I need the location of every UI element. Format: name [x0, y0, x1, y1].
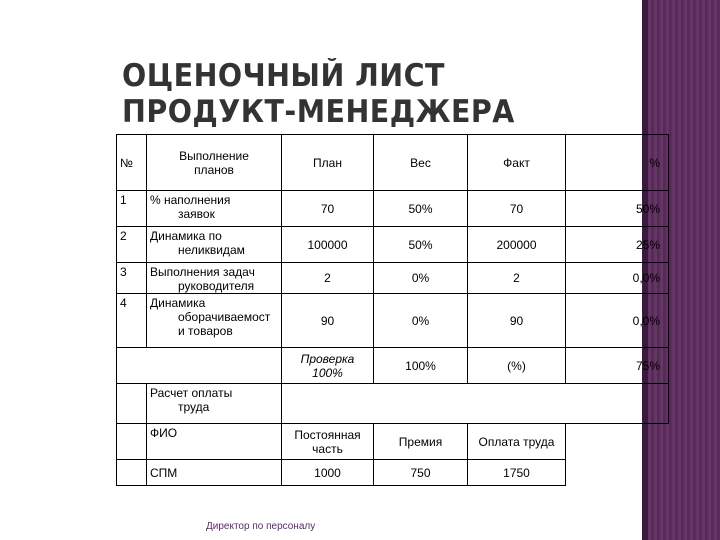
row-weight: 50% [374, 191, 468, 227]
table-row [117, 294, 669, 348]
row-weight: 50% [374, 227, 468, 263]
header-task-text: Выполнение планов [179, 148, 249, 177]
row-task-line: Динамика по [150, 229, 222, 243]
row-plan: 100000 [282, 227, 374, 263]
row-fact: 70 [468, 191, 566, 227]
pay-row-empty-num [117, 460, 147, 486]
pay-empty-num [117, 424, 147, 460]
row-fact: 2 [468, 263, 566, 294]
row-percent: 0,0% [566, 263, 669, 294]
pay-row [117, 460, 669, 486]
row-num: 2 [117, 227, 147, 263]
row-fact: 90 [468, 294, 566, 348]
pay-header-fixed-line: часть [312, 441, 343, 456]
row-weight: 0% [374, 294, 468, 348]
footer-signature-caption: Директор по персоналу [206, 521, 316, 532]
pay-header-total: Оплата труда [468, 424, 566, 460]
row-task [147, 191, 282, 227]
row-fact: 200000 [468, 227, 566, 263]
row-percent: 50% [566, 191, 669, 227]
check-fact: (%) [468, 348, 566, 384]
header-weight: Вес [374, 135, 468, 191]
check-label [282, 348, 374, 384]
pay-header-blank [566, 424, 669, 460]
row-num: 4 [117, 294, 147, 348]
title-line-2: ПРОДУКТ-МЕНЕДЖЕРА [122, 94, 515, 130]
row-weight: 0% [374, 263, 468, 294]
pay-row-fixed: 1000 [282, 460, 374, 486]
table-row [117, 263, 669, 294]
pay-header-bonus: Премия [374, 424, 468, 460]
row-task-line: Динамика [150, 296, 206, 310]
check-empty-cell [117, 348, 282, 384]
row-task-line: Выполнения задач [150, 265, 255, 279]
row-task-line: и товаров [178, 324, 233, 338]
header-plan: План [282, 135, 374, 191]
payment-empty-span [282, 384, 669, 424]
pay-row-name: СПМ [147, 460, 282, 486]
row-plan: 90 [282, 294, 374, 348]
row-plan: 70 [282, 191, 374, 227]
row-task-line: руководителя [178, 279, 255, 293]
evaluation-table [116, 134, 669, 486]
table-row [117, 191, 669, 227]
row-task-line: заявок [178, 207, 215, 221]
pay-header-fixed [282, 424, 374, 460]
pay-header-row [117, 424, 669, 460]
table-row [117, 227, 669, 263]
header-num: № [117, 135, 147, 191]
payment-title-row [117, 384, 669, 424]
row-task-line: неликвидам [178, 243, 245, 257]
check-row [117, 348, 669, 384]
page-title [122, 58, 515, 130]
title-line-1: ОЦЕНОЧНЫЙ ЛИСТ [122, 58, 445, 94]
pay-header-name: ФИО [147, 424, 282, 460]
row-task-line: оборачиваемост [178, 310, 271, 324]
payment-empty-num [117, 384, 147, 424]
payment-title-line: труда [178, 400, 210, 414]
row-task [147, 227, 282, 263]
header-percent: % [566, 135, 669, 191]
pay-row-total: 1750 [468, 460, 566, 486]
row-percent: 25% [566, 227, 669, 263]
check-percent: 75% [566, 348, 669, 384]
row-task [147, 263, 282, 294]
row-num: 3 [117, 263, 147, 294]
payment-title-line: Расчет оплаты [150, 386, 233, 400]
table-header-row [117, 135, 669, 191]
row-task-line: % наполнения [150, 193, 231, 207]
row-plan: 2 [282, 263, 374, 294]
pay-row-bonus: 750 [374, 460, 468, 486]
check-label-line: 100% [312, 365, 343, 380]
payment-title [147, 384, 282, 424]
row-num: 1 [117, 191, 147, 227]
pay-header-fixed-line: Постоянная [294, 427, 361, 442]
header-fact: Факт [468, 135, 566, 191]
check-label-line: Проверка [300, 351, 355, 366]
pay-row-blank [566, 460, 669, 486]
row-percent: 0,0% [566, 294, 669, 348]
row-task [147, 294, 282, 348]
header-task [147, 135, 282, 191]
check-weight: 100% [374, 348, 468, 384]
